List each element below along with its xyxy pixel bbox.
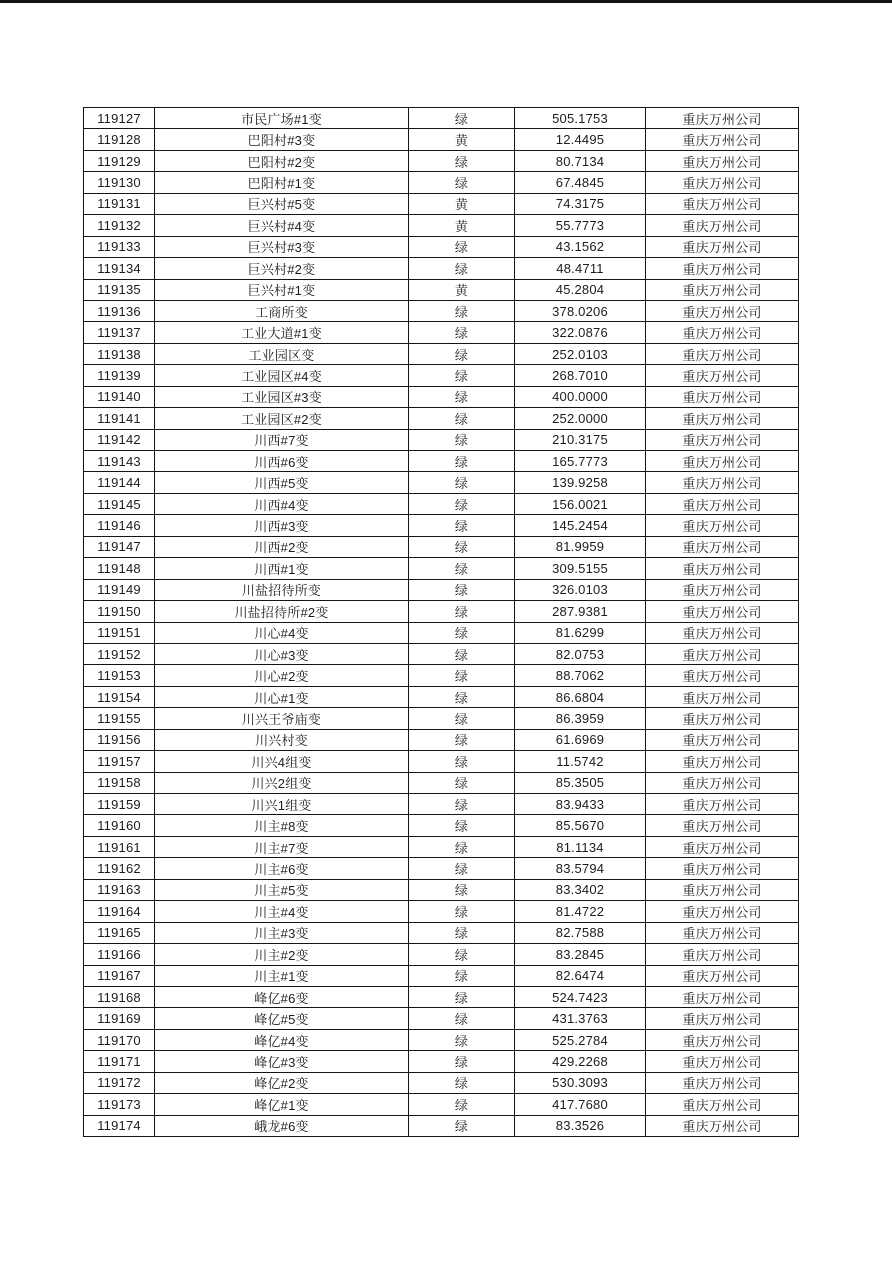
cell-color: 绿	[409, 686, 515, 707]
cell-color: 绿	[409, 1008, 515, 1029]
cell-company: 重庆万州公司	[646, 536, 799, 557]
cell-id: 119171	[84, 1051, 155, 1072]
cell-name: 巨兴村#2变	[155, 258, 409, 279]
cell-company: 重庆万州公司	[646, 944, 799, 965]
cell-id: 119159	[84, 794, 155, 815]
cell-name: 川西#2变	[155, 536, 409, 557]
cell-company: 重庆万州公司	[646, 1115, 799, 1136]
cell-company: 重庆万州公司	[646, 1072, 799, 1093]
cell-value: 83.2845	[515, 944, 646, 965]
cell-name: 川主#3变	[155, 922, 409, 943]
cell-name: 川主#4变	[155, 901, 409, 922]
cell-id: 119146	[84, 515, 155, 536]
cell-name: 峰亿#3变	[155, 1051, 409, 1072]
cell-name: 川主#6变	[155, 858, 409, 879]
cell-color: 黄	[409, 215, 515, 236]
cell-value: 11.5742	[515, 751, 646, 772]
cell-id: 119151	[84, 622, 155, 643]
cell-name: 川兴村变	[155, 729, 409, 750]
table-row	[84, 236, 799, 257]
cell-id: 119154	[84, 686, 155, 707]
cell-color: 绿	[409, 258, 515, 279]
cell-name: 巨兴村#3变	[155, 236, 409, 257]
cell-color: 绿	[409, 408, 515, 429]
table-row	[84, 836, 799, 857]
cell-color: 绿	[409, 601, 515, 622]
cell-id: 119140	[84, 386, 155, 407]
cell-value: 86.3959	[515, 708, 646, 729]
cell-company: 重庆万州公司	[646, 258, 799, 279]
cell-company: 重庆万州公司	[646, 836, 799, 857]
cell-name: 川主#8变	[155, 815, 409, 836]
cell-value: 165.7773	[515, 451, 646, 472]
cell-company: 重庆万州公司	[646, 322, 799, 343]
cell-name: 巴阳村#3变	[155, 129, 409, 150]
table-row	[84, 643, 799, 664]
cell-id: 119153	[84, 665, 155, 686]
cell-color: 绿	[409, 579, 515, 600]
cell-value: 505.1753	[515, 108, 646, 129]
cell-name: 峰亿#6变	[155, 986, 409, 1007]
cell-name: 川心#3变	[155, 643, 409, 664]
cell-id: 119156	[84, 729, 155, 750]
cell-id: 119172	[84, 1072, 155, 1093]
table-row	[84, 129, 799, 150]
cell-name: 市民广场#1变	[155, 108, 409, 129]
cell-color: 绿	[409, 1094, 515, 1115]
cell-value: 74.3175	[515, 193, 646, 214]
cell-company: 重庆万州公司	[646, 343, 799, 364]
cell-company: 重庆万州公司	[646, 708, 799, 729]
cell-company: 重庆万州公司	[646, 1094, 799, 1115]
table-row	[84, 1008, 799, 1029]
cell-id: 119150	[84, 601, 155, 622]
cell-color: 绿	[409, 172, 515, 193]
cell-company: 重庆万州公司	[646, 279, 799, 300]
cell-id: 119129	[84, 150, 155, 171]
cell-name: 川西#7变	[155, 429, 409, 450]
cell-value: 83.9433	[515, 794, 646, 815]
table-row	[84, 1072, 799, 1093]
cell-value: 431.3763	[515, 1008, 646, 1029]
cell-company: 重庆万州公司	[646, 858, 799, 879]
cell-name: 工业大道#1变	[155, 322, 409, 343]
cell-company: 重庆万州公司	[646, 129, 799, 150]
cell-company: 重庆万州公司	[646, 472, 799, 493]
cell-value: 326.0103	[515, 579, 646, 600]
cell-id: 119164	[84, 901, 155, 922]
cell-value: 86.6804	[515, 686, 646, 707]
cell-color: 绿	[409, 1072, 515, 1093]
cell-name: 巨兴村#4变	[155, 215, 409, 236]
table-row	[84, 965, 799, 986]
cell-id: 119160	[84, 815, 155, 836]
cell-name: 巴阳村#1变	[155, 172, 409, 193]
cell-value: 252.0103	[515, 343, 646, 364]
cell-id: 119142	[84, 429, 155, 450]
cell-name: 川心#4变	[155, 622, 409, 643]
cell-name: 工业园区#2变	[155, 408, 409, 429]
table-row	[84, 193, 799, 214]
cell-name: 峰亿#4变	[155, 1029, 409, 1050]
cell-color: 绿	[409, 794, 515, 815]
cell-value: 82.7588	[515, 922, 646, 943]
cell-company: 重庆万州公司	[646, 493, 799, 514]
table-row	[84, 493, 799, 514]
cell-color: 绿	[409, 515, 515, 536]
cell-company: 重庆万州公司	[646, 729, 799, 750]
table-row	[84, 451, 799, 472]
cell-color: 黄	[409, 279, 515, 300]
cell-color: 绿	[409, 622, 515, 643]
cell-name: 峰亿#1变	[155, 1094, 409, 1115]
cell-value: 156.0021	[515, 493, 646, 514]
table-row	[84, 601, 799, 622]
cell-color: 绿	[409, 944, 515, 965]
table-row	[84, 365, 799, 386]
cell-value: 67.4845	[515, 172, 646, 193]
cell-id: 119136	[84, 300, 155, 321]
cell-color: 绿	[409, 1051, 515, 1072]
cell-value: 525.2784	[515, 1029, 646, 1050]
cell-id: 119135	[84, 279, 155, 300]
cell-company: 重庆万州公司	[646, 515, 799, 536]
table-row	[84, 172, 799, 193]
cell-name: 巴阳村#2变	[155, 150, 409, 171]
table-row	[84, 258, 799, 279]
cell-name: 川主#1变	[155, 965, 409, 986]
table-row	[84, 343, 799, 364]
cell-company: 重庆万州公司	[646, 300, 799, 321]
cell-color: 绿	[409, 708, 515, 729]
cell-color: 绿	[409, 643, 515, 664]
cell-company: 重庆万州公司	[646, 1029, 799, 1050]
cell-company: 重庆万州公司	[646, 579, 799, 600]
cell-color: 绿	[409, 901, 515, 922]
cell-value: 45.2804	[515, 279, 646, 300]
cell-id: 119169	[84, 1008, 155, 1029]
cell-company: 重庆万州公司	[646, 986, 799, 1007]
cell-id: 119130	[84, 172, 155, 193]
cell-value: 81.6299	[515, 622, 646, 643]
table-row	[84, 751, 799, 772]
table-row	[84, 708, 799, 729]
cell-company: 重庆万州公司	[646, 879, 799, 900]
table-row	[84, 386, 799, 407]
table-row	[84, 1094, 799, 1115]
cell-company: 重庆万州公司	[646, 386, 799, 407]
cell-color: 绿	[409, 365, 515, 386]
cell-id: 119145	[84, 493, 155, 514]
cell-name: 工业园区#4变	[155, 365, 409, 386]
cell-company: 重庆万州公司	[646, 558, 799, 579]
cell-color: 绿	[409, 429, 515, 450]
cell-color: 绿	[409, 729, 515, 750]
table-row	[84, 108, 799, 129]
cell-color: 绿	[409, 751, 515, 772]
cell-value: 88.7062	[515, 665, 646, 686]
cell-company: 重庆万州公司	[646, 172, 799, 193]
table-row	[84, 472, 799, 493]
cell-id: 119147	[84, 536, 155, 557]
cell-company: 重庆万州公司	[646, 622, 799, 643]
cell-id: 119161	[84, 836, 155, 857]
cell-company: 重庆万州公司	[646, 215, 799, 236]
cell-id: 119139	[84, 365, 155, 386]
cell-company: 重庆万州公司	[646, 1051, 799, 1072]
cell-id: 119168	[84, 986, 155, 1007]
cell-value: 322.0876	[515, 322, 646, 343]
table-row	[84, 772, 799, 793]
cell-company: 重庆万州公司	[646, 751, 799, 772]
cell-name: 川兴4组变	[155, 751, 409, 772]
cell-color: 黄	[409, 129, 515, 150]
cell-value: 82.6474	[515, 965, 646, 986]
cell-value: 83.5794	[515, 858, 646, 879]
cell-name: 川西#4变	[155, 493, 409, 514]
cell-value: 81.9959	[515, 536, 646, 557]
cell-value: 85.3505	[515, 772, 646, 793]
cell-value: 83.3526	[515, 1115, 646, 1136]
table-row	[84, 879, 799, 900]
table-row	[84, 665, 799, 686]
cell-name: 巨兴村#1变	[155, 279, 409, 300]
cell-color: 绿	[409, 236, 515, 257]
cell-name: 川心#2变	[155, 665, 409, 686]
cell-value: 145.2454	[515, 515, 646, 536]
cell-value: 81.4722	[515, 901, 646, 922]
cell-name: 峨龙#6变	[155, 1115, 409, 1136]
cell-company: 重庆万州公司	[646, 643, 799, 664]
cell-id: 119148	[84, 558, 155, 579]
cell-value: 210.3175	[515, 429, 646, 450]
cell-color: 绿	[409, 472, 515, 493]
cell-color: 绿	[409, 858, 515, 879]
cell-value: 55.7773	[515, 215, 646, 236]
table-row	[84, 1051, 799, 1072]
cell-name: 川西#3变	[155, 515, 409, 536]
substation-table	[83, 107, 799, 1137]
cell-company: 重庆万州公司	[646, 772, 799, 793]
cell-id: 119174	[84, 1115, 155, 1136]
cell-id: 119132	[84, 215, 155, 236]
cell-color: 绿	[409, 558, 515, 579]
table-row	[84, 515, 799, 536]
table-row	[84, 858, 799, 879]
cell-value: 12.4495	[515, 129, 646, 150]
table-row	[84, 558, 799, 579]
cell-id: 119144	[84, 472, 155, 493]
table-row	[84, 815, 799, 836]
cell-value: 139.9258	[515, 472, 646, 493]
table-row	[84, 579, 799, 600]
cell-id: 119152	[84, 643, 155, 664]
cell-company: 重庆万州公司	[646, 922, 799, 943]
cell-company: 重庆万州公司	[646, 408, 799, 429]
cell-color: 绿	[409, 150, 515, 171]
cell-company: 重庆万州公司	[646, 686, 799, 707]
cell-company: 重庆万州公司	[646, 665, 799, 686]
cell-color: 绿	[409, 1029, 515, 1050]
cell-color: 绿	[409, 1115, 515, 1136]
cell-color: 绿	[409, 536, 515, 557]
cell-color: 绿	[409, 386, 515, 407]
cell-id: 119167	[84, 965, 155, 986]
cell-name: 川兴2组变	[155, 772, 409, 793]
cell-value: 82.0753	[515, 643, 646, 664]
cell-name: 峰亿#2变	[155, 1072, 409, 1093]
table-row	[84, 1115, 799, 1136]
cell-value: 400.0000	[515, 386, 646, 407]
cell-color: 绿	[409, 922, 515, 943]
cell-name: 川主#5变	[155, 879, 409, 900]
cell-company: 重庆万州公司	[646, 193, 799, 214]
substation-table-body	[84, 108, 799, 1137]
cell-value: 287.9381	[515, 601, 646, 622]
cell-color: 绿	[409, 772, 515, 793]
cell-company: 重庆万州公司	[646, 150, 799, 171]
cell-name: 川盐招待所变	[155, 579, 409, 600]
cell-color: 绿	[409, 665, 515, 686]
cell-name: 工业园区#3变	[155, 386, 409, 407]
table-row	[84, 729, 799, 750]
cell-color: 绿	[409, 815, 515, 836]
cell-color: 绿	[409, 322, 515, 343]
table-row	[84, 794, 799, 815]
cell-value: 530.3093	[515, 1072, 646, 1093]
cell-name: 川主#7变	[155, 836, 409, 857]
cell-color: 绿	[409, 493, 515, 514]
cell-color: 黄	[409, 193, 515, 214]
cell-id: 119173	[84, 1094, 155, 1115]
cell-id: 119163	[84, 879, 155, 900]
cell-name: 巨兴村#5变	[155, 193, 409, 214]
table-row	[84, 322, 799, 343]
table-row	[84, 150, 799, 171]
cell-id: 119133	[84, 236, 155, 257]
table-row	[84, 1029, 799, 1050]
cell-value: 417.7680	[515, 1094, 646, 1115]
cell-company: 重庆万州公司	[646, 429, 799, 450]
cell-name: 川盐招待所#2变	[155, 601, 409, 622]
table-row	[84, 622, 799, 643]
page-top-edge	[0, 0, 892, 3]
table-row	[84, 279, 799, 300]
cell-id: 119141	[84, 408, 155, 429]
cell-value: 378.0206	[515, 300, 646, 321]
cell-company: 重庆万州公司	[646, 901, 799, 922]
cell-id: 119128	[84, 129, 155, 150]
cell-name: 川主#2变	[155, 944, 409, 965]
table-row	[84, 686, 799, 707]
cell-name: 川西#6变	[155, 451, 409, 472]
cell-color: 绿	[409, 986, 515, 1007]
table-row	[84, 429, 799, 450]
cell-color: 绿	[409, 836, 515, 857]
cell-id: 119131	[84, 193, 155, 214]
cell-id: 119157	[84, 751, 155, 772]
cell-name: 川心#1变	[155, 686, 409, 707]
cell-color: 绿	[409, 451, 515, 472]
cell-value: 85.5670	[515, 815, 646, 836]
cell-value: 252.0000	[515, 408, 646, 429]
cell-color: 绿	[409, 108, 515, 129]
cell-value: 83.3402	[515, 879, 646, 900]
cell-id: 119127	[84, 108, 155, 129]
cell-name: 川西#5变	[155, 472, 409, 493]
cell-id: 119137	[84, 322, 155, 343]
cell-id: 119138	[84, 343, 155, 364]
cell-id: 119165	[84, 922, 155, 943]
cell-name: 工商所变	[155, 300, 409, 321]
cell-name: 川兴王爷庙变	[155, 708, 409, 729]
table-row	[84, 922, 799, 943]
table-row	[84, 215, 799, 236]
cell-company: 重庆万州公司	[646, 365, 799, 386]
cell-value: 429.2268	[515, 1051, 646, 1072]
cell-value: 81.1134	[515, 836, 646, 857]
cell-value: 48.4711	[515, 258, 646, 279]
table-row	[84, 944, 799, 965]
cell-id: 119162	[84, 858, 155, 879]
cell-company: 重庆万州公司	[646, 965, 799, 986]
cell-id: 119155	[84, 708, 155, 729]
cell-name: 川西#1变	[155, 558, 409, 579]
cell-company: 重庆万州公司	[646, 108, 799, 129]
table-row	[84, 300, 799, 321]
table-row	[84, 986, 799, 1007]
cell-value: 268.7010	[515, 365, 646, 386]
cell-company: 重庆万州公司	[646, 1008, 799, 1029]
table-row	[84, 408, 799, 429]
cell-id: 119134	[84, 258, 155, 279]
cell-name: 工业园区变	[155, 343, 409, 364]
cell-id: 119158	[84, 772, 155, 793]
cell-id: 119170	[84, 1029, 155, 1050]
cell-company: 重庆万州公司	[646, 236, 799, 257]
cell-value: 309.5155	[515, 558, 646, 579]
cell-color: 绿	[409, 300, 515, 321]
cell-company: 重庆万州公司	[646, 451, 799, 472]
table-row	[84, 901, 799, 922]
cell-id: 119143	[84, 451, 155, 472]
cell-id: 119166	[84, 944, 155, 965]
cell-company: 重庆万州公司	[646, 815, 799, 836]
cell-company: 重庆万州公司	[646, 794, 799, 815]
cell-value: 61.6969	[515, 729, 646, 750]
cell-color: 绿	[409, 965, 515, 986]
cell-name: 峰亿#5变	[155, 1008, 409, 1029]
cell-value: 43.1562	[515, 236, 646, 257]
cell-color: 绿	[409, 879, 515, 900]
cell-value: 524.7423	[515, 986, 646, 1007]
cell-color: 绿	[409, 343, 515, 364]
cell-value: 80.7134	[515, 150, 646, 171]
table-row	[84, 536, 799, 557]
cell-company: 重庆万州公司	[646, 601, 799, 622]
cell-name: 川兴1组变	[155, 794, 409, 815]
cell-id: 119149	[84, 579, 155, 600]
